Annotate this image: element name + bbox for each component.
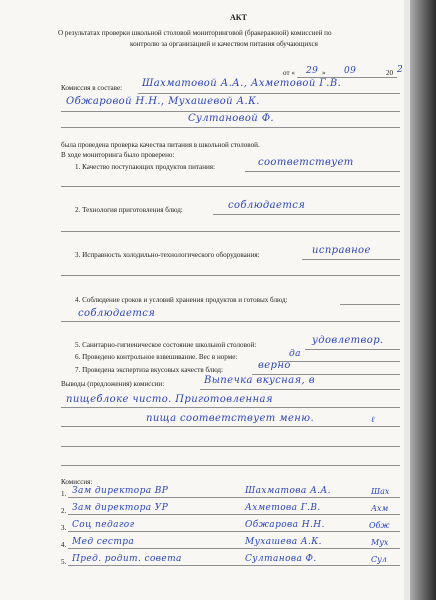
- ruled-line: [61, 446, 400, 447]
- date-day: 29: [306, 66, 319, 76]
- signature-mark-1: Шах: [371, 487, 390, 496]
- ruled-line: [61, 321, 400, 322]
- commission-members-line1: Шахматовой А.А., Ахметовой Г.В.: [142, 78, 342, 89]
- commission-line2: [61, 111, 400, 112]
- check-item-2-line: [213, 214, 400, 215]
- ruled-line: [61, 465, 400, 466]
- check-item-4-line: [340, 304, 400, 305]
- check-item-6-line: [278, 361, 400, 362]
- check-item-4-label: 4. Соблюдение сроков и условий хранения продуктов и готовых блюд:: [75, 296, 288, 304]
- conclusions-line3: пища соответствует меню.: [146, 413, 315, 424]
- check-mark: ℓ: [371, 415, 375, 424]
- signature-row-3-line: [68, 531, 400, 532]
- signature-row-4-num: 4.: [61, 541, 67, 549]
- check-item-4-answer: соблюдается: [78, 308, 156, 319]
- commission-members-line3: Султановой Ф.: [188, 113, 275, 124]
- commission-line1: [138, 93, 400, 94]
- check-item-1-label: 1. Качество поступающих продуктов питания:: [75, 163, 216, 171]
- date-month: 09: [344, 66, 357, 76]
- conclusions-label: Выводы (предложения) комиссии:: [61, 380, 165, 388]
- check-item-2-label: 2. Технология приготовления блюд:: [75, 206, 183, 214]
- signature-row-5-name: Султанова Ф.: [245, 554, 317, 564]
- check-item-7-answer: верно: [258, 360, 291, 371]
- check-item-6-label: 6. Проведено контрольное взвешивание. Вес в норме:: [75, 353, 238, 361]
- intro-line2: В ходе мониторинга было проверено:: [61, 151, 175, 159]
- date-prefix: от «: [283, 69, 295, 77]
- signature-row-3-name: Обжарова Н.Н.: [245, 520, 325, 530]
- check-item-7-label: 7. Проведена экспертиза вкусовых качеств блюд:: [75, 366, 223, 374]
- date-sep: »: [322, 69, 326, 77]
- ruled-line: [61, 275, 400, 276]
- signature-row-2-line: [68, 514, 400, 515]
- check-item-5-answer: удовлетвор.: [312, 335, 384, 346]
- intro-line1: была проведена проверка качества питания в школьной столовой.: [61, 141, 260, 149]
- check-item-3-line: [302, 259, 400, 260]
- commission-label: Комиссия в составе:: [61, 84, 123, 92]
- check-item-5-label: 5. Санитарно-гигиеническое состояние школьной столовой:: [75, 341, 257, 349]
- check-item-2-answer: соблюдается: [228, 200, 306, 211]
- signature-row-2-num: 2.: [61, 507, 67, 515]
- signature-row-1-line: [68, 497, 400, 498]
- signature-row-1-name: Шахматова А.А.: [245, 486, 331, 496]
- signature-row-3-num: 3.: [61, 524, 67, 532]
- signature-row-5-role: Пред. родит. совета: [72, 554, 182, 564]
- signature-row-2-role: Зам директора УР: [72, 503, 169, 513]
- signature-mark-3: Обж: [369, 521, 390, 530]
- conclusions-line3-rule: [61, 426, 400, 427]
- signature-row-2-name: Ахметова Г.В.: [245, 503, 321, 513]
- conclusions-line1: Выпечка вкусная, в: [204, 375, 315, 386]
- act-subtitle-line2: контролю за организацией и качеством питания обучающихся: [130, 40, 318, 48]
- signature-mark-5: Сул: [371, 555, 387, 564]
- conclusions-line2-rule: [61, 407, 400, 408]
- act-subtitle-line1: О результатах проверки школьной столовой мониторинговой (бракеражной) комиссией по: [58, 29, 332, 37]
- commission-members-line2: Обжаровой Н.Н., Мухашевой А.К.: [66, 96, 260, 107]
- check-item-3-label: 3. Исправность холодильно-технологического оборудования:: [75, 251, 260, 259]
- signature-row-4-line: [68, 548, 400, 549]
- ruled-line: [61, 231, 400, 232]
- signature-mark-4: Мух: [371, 538, 389, 547]
- conclusions-line1-rule: [200, 389, 400, 390]
- check-item-6-answer: да: [289, 349, 301, 359]
- signature-row-5-num: 5.: [61, 558, 67, 566]
- ruled-line: [61, 186, 400, 187]
- signature-row-1-num: 1.: [61, 490, 67, 498]
- check-item-3-answer: исправное: [312, 245, 371, 256]
- signatures-label: Комиссия:: [61, 478, 93, 486]
- check-item-1-line: [245, 171, 400, 172]
- check-item-1-answer: соответствует: [258, 157, 354, 168]
- check-item-5-line: [305, 349, 400, 350]
- signature-row-4-name: Мухашева А.К.: [245, 537, 322, 547]
- signature-mark-2: Ахм: [371, 504, 389, 513]
- notebook-binding: [404, 0, 436, 600]
- date-year-prefix: 20: [386, 69, 394, 77]
- conclusions-line2: пищеблоке чисто. Приготовленная: [66, 394, 273, 405]
- date-year-suffix: 2: [397, 65, 404, 75]
- commission-line3: [61, 127, 400, 128]
- act-title: АКТ: [230, 13, 247, 22]
- signature-row-5-line: [68, 565, 400, 566]
- signature-row-1-role: Зам директора ВР: [72, 486, 169, 496]
- signature-row-4-role: Мед сестра: [72, 537, 135, 547]
- signature-row-3-role: Соц педагог: [72, 520, 135, 530]
